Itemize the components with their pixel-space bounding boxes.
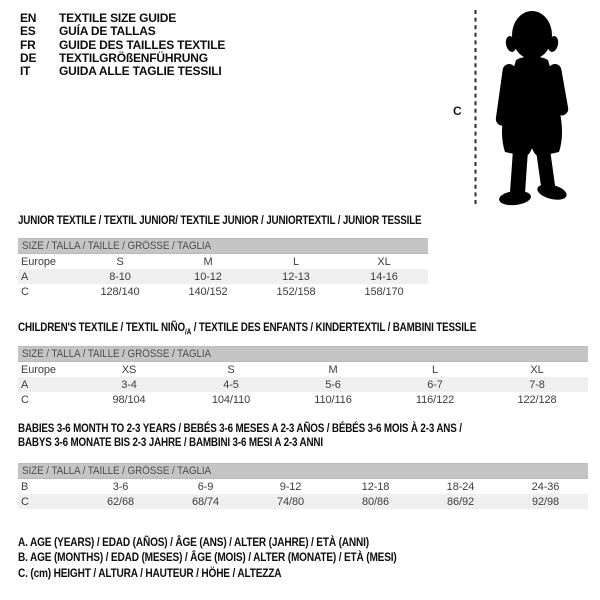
size-cell: 3-4 <box>78 377 180 392</box>
size-table-babies <box>18 463 588 509</box>
size-cell: 110/116 <box>314 393 352 406</box>
size-cell: 122/128 <box>517 393 557 406</box>
table-row <box>18 479 588 495</box>
footnote: B. AGE (MONTHS) / EDAD (MESES) / ÂGE (MOIS) / ALTER (MONATE) / ETÀ (MESI) <box>18 550 397 565</box>
size-header-bar <box>18 464 588 479</box>
size-cell: 116/122 <box>415 393 455 406</box>
row-label-cell: C <box>18 494 78 509</box>
baby-silhouette-icon <box>445 4 585 212</box>
language-code: IT <box>20 64 31 79</box>
table-title-text: / TEXTILE DES ENFANTS / KINDERTEXTIL / BAMBINI TESSILE <box>191 320 477 334</box>
size-cell: 12-18 <box>361 480 390 493</box>
row-label-cell: A <box>18 269 76 284</box>
size-cell: XL <box>530 363 544 376</box>
size-table-children <box>18 346 588 407</box>
table-title-line <box>18 435 462 449</box>
size-cell: 12-13 <box>252 269 340 284</box>
language-title: GUIDE DES TAILLES TEXTILE <box>59 37 226 52</box>
size-cell: 18-24 <box>446 480 475 493</box>
row-label-cell: Europe <box>21 255 56 268</box>
size-cell: 5-6 <box>282 377 384 392</box>
size-cell: 8-10 <box>76 269 164 284</box>
size-cell: 62/68 <box>78 494 163 509</box>
size-cell: M <box>328 363 338 376</box>
language-code: FR <box>20 37 36 52</box>
size-header-cell <box>18 347 588 362</box>
table-row <box>18 362 588 378</box>
size-cell: L <box>292 255 300 268</box>
size-header-cell <box>18 239 428 254</box>
size-cell: 24-36 <box>531 480 560 493</box>
language-code: ES <box>20 24 36 39</box>
size-header-label: SIZE / TALLA / TAILLE / GRÖSSE / TAGLIA <box>22 240 212 252</box>
language-title-list <box>20 12 225 78</box>
size-table-junior <box>18 238 428 299</box>
size-header-bar <box>18 239 428 254</box>
language-title: TEXTILGRÖßENFÜHRUNG <box>59 50 208 65</box>
size-cell: XL <box>377 255 391 268</box>
table-row <box>18 392 588 407</box>
language-row <box>20 25 225 38</box>
language-code: EN <box>20 11 37 25</box>
size-cell: L <box>431 363 439 376</box>
size-cell: 6-9 <box>197 480 214 493</box>
table-title-subscript: /A <box>184 327 192 337</box>
size-cell: 9-12 <box>279 480 302 493</box>
language-code: DE <box>20 50 37 65</box>
table-title-children <box>18 320 476 339</box>
language-row <box>20 65 225 78</box>
table-title-line <box>18 213 421 227</box>
row-label-cell: B <box>21 480 29 493</box>
size-cell: 68/74 <box>163 494 248 509</box>
table-row <box>18 494 588 509</box>
table-row <box>18 377 588 392</box>
size-cell: 104/110 <box>211 393 251 406</box>
size-cell: 3-6 <box>112 480 129 493</box>
height-measure-label: C <box>453 104 462 118</box>
size-cell: S <box>227 363 235 376</box>
size-cell: M <box>203 255 213 268</box>
size-cell: 128/140 <box>100 285 140 298</box>
size-cell: 4-5 <box>180 377 282 392</box>
size-header-cell <box>18 464 588 479</box>
table-title-line <box>18 320 476 339</box>
row-label-cell: Europe <box>21 363 56 376</box>
size-cell: 6-7 <box>384 377 486 392</box>
table-title-babies <box>18 421 462 449</box>
size-cell: 140/152 <box>188 285 228 298</box>
language-title: GUÍA DE TALLAS <box>59 24 156 39</box>
row-label-cell: C <box>21 285 29 298</box>
size-cell: 74/80 <box>248 494 333 509</box>
size-header-bar <box>18 347 588 362</box>
size-cell: 80/86 <box>333 494 418 509</box>
table-row <box>18 269 428 284</box>
baby-figure <box>445 4 585 212</box>
language-row <box>20 39 225 52</box>
footnote: C. (cm) HEIGHT / ALTURA / HAUTEUR / HÖHE / ALTEZZA <box>18 565 282 580</box>
row-label-cell: C <box>21 393 29 406</box>
table-title-junior <box>18 213 421 227</box>
table-row <box>18 254 428 270</box>
table-title-text: JUNIOR TEXTILE / TEXTIL JUNIOR/ TEXTILE JUNIOR / JUNIORTEXTIL / JUNIOR TESSILE <box>18 213 422 227</box>
footnotes <box>18 535 397 581</box>
table-title-text: BABYS 3-6 MONATE BIS 2-3 JAHRE / BAMBINI 3-6 MESI A 2-3 ANNI <box>18 435 323 449</box>
row-label-cell: A <box>18 377 78 392</box>
size-cell: 7-8 <box>486 377 588 392</box>
size-cell: 158/170 <box>364 285 404 298</box>
size-cell: 92/98 <box>503 494 588 509</box>
table-row <box>18 284 428 299</box>
size-cell: 10-12 <box>164 269 252 284</box>
language-row <box>20 52 225 65</box>
footnote: A. AGE (YEARS) / EDAD (AÑOS) / ÂGE (ANS) / ALTER (JAHRE) / ETÀ (ANNI) <box>18 535 369 549</box>
baby-silhouette-shape <box>495 11 569 207</box>
size-cell: 14-16 <box>340 269 428 284</box>
table-title-text: BABIES 3-6 MONTH TO 2-3 YEARS / BEBÉS 3-6 MESES A 2-3 AÑOS / BÉBÉS 3-6 MOIS À 2-3 ANS / <box>18 421 462 435</box>
size-header-label: SIZE / TALLA / TAILLE / GRÖSSE / TAGLIA <box>22 348 212 360</box>
size-header-label: SIZE / TALLA / TAILLE / GRÖSSE / TAGLIA <box>22 465 212 477</box>
size-cell: S <box>116 255 124 268</box>
table-title-text: CHILDREN'S TEXTILE / TEXTIL NIÑO <box>18 320 185 334</box>
language-title: TEXTILE SIZE GUIDE <box>59 11 177 25</box>
size-cell: 86/92 <box>418 494 503 509</box>
table-title-line <box>18 421 462 435</box>
language-title: GUIDA ALLE TAGLIE TESSILI <box>59 64 222 79</box>
size-cell: 152/158 <box>276 285 316 298</box>
size-cell: XS <box>121 363 137 376</box>
size-cell: 98/104 <box>112 393 146 406</box>
